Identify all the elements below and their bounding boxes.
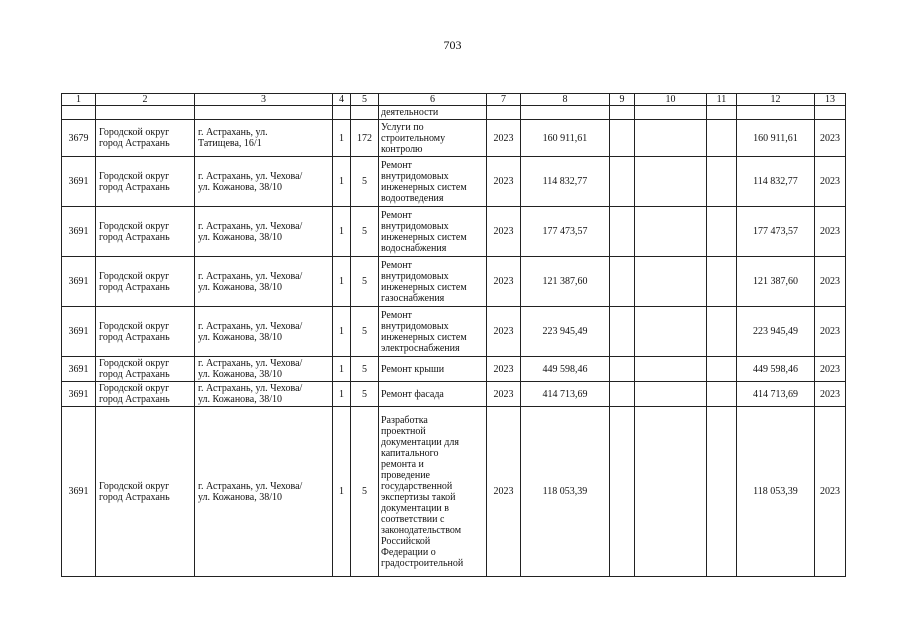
column-header: 2 <box>96 94 195 106</box>
address <box>195 157 333 207</box>
work-type-line: внутридомовых <box>381 320 449 332</box>
col-10-value <box>635 382 707 407</box>
address-line: ул. Кожанова, 38/10 <box>198 281 282 293</box>
address-line: ул. Кожанова, 38/10 <box>198 231 282 243</box>
column-header: 12 <box>737 94 815 106</box>
year-end: 2023 <box>815 382 846 407</box>
col-5-value: 5 <box>351 407 379 577</box>
amount: 449 598,46 <box>521 357 610 382</box>
col-4-value: 1 <box>333 257 351 307</box>
municipality-line: город Астрахань <box>99 331 170 343</box>
year: 2023 <box>487 407 521 577</box>
address <box>195 307 333 357</box>
amount-total: 414 713,69 <box>737 382 815 407</box>
col-4-value: 1 <box>333 120 351 157</box>
col-4-value: 1 <box>333 357 351 382</box>
record-number: 3691 <box>62 257 96 307</box>
work-type-line: проектной <box>381 425 426 437</box>
address <box>195 257 333 307</box>
col-5-value: 172 <box>351 120 379 157</box>
year-end: 2023 <box>815 207 846 257</box>
col-11-value <box>707 382 737 407</box>
address-line: ул. Кожанова, 38/10 <box>198 491 282 503</box>
work-type-line: документации в <box>381 502 449 514</box>
year-end: 2023 <box>815 120 846 157</box>
amount-total: 114 832,77 <box>737 157 815 207</box>
work-type-line: проведение <box>381 469 430 481</box>
municipality-line: город Астрахань <box>99 281 170 293</box>
col-11-value <box>707 157 737 207</box>
municipality-line: Городской округ <box>99 320 170 332</box>
table-row <box>62 157 846 207</box>
amount: 114 832,77 <box>521 157 610 207</box>
work-type-line: капитального <box>381 447 439 459</box>
work-type-line: водоотведения <box>381 192 444 204</box>
work-type-line: Федерации о <box>381 546 436 558</box>
municipality <box>96 407 195 577</box>
work-type-line: Разработка <box>381 414 428 426</box>
col-9-value <box>610 157 635 207</box>
table-row <box>62 357 846 382</box>
address <box>195 357 333 382</box>
work-type <box>379 407 487 577</box>
work-type-line: электроснабжения <box>381 342 460 354</box>
year-end: 2023 <box>815 407 846 577</box>
address-line: ул. Кожанова, 38/10 <box>198 331 282 343</box>
address-line: г. Астрахань, ул. Чехова/ <box>198 320 303 332</box>
col-4-value: 1 <box>333 157 351 207</box>
table-body <box>62 94 846 577</box>
work-type <box>379 207 487 257</box>
year: 2023 <box>487 307 521 357</box>
col-10-value <box>635 307 707 357</box>
amount: 160 911,61 <box>521 120 610 157</box>
table-row <box>62 382 846 407</box>
amount-total: 177 473,57 <box>737 207 815 257</box>
column-header: 10 <box>635 94 707 106</box>
municipality-line: Городской округ <box>99 127 170 138</box>
page-number: 703 <box>443 38 462 52</box>
address-line: г. Астрахань, ул. Чехова/ <box>198 383 303 394</box>
municipality-line: Городской округ <box>99 480 170 492</box>
amount: 223 945,49 <box>521 307 610 357</box>
column-header: 4 <box>333 94 351 106</box>
record-number: 3691 <box>62 157 96 207</box>
year-end: 2023 <box>815 257 846 307</box>
address-line: ул. Кожанова, 38/10 <box>198 181 282 193</box>
col-5-value: 5 <box>351 382 379 407</box>
amount-total: 118 053,39 <box>737 407 815 577</box>
work-type <box>379 157 487 207</box>
budget-table <box>61 93 846 577</box>
work-type-line: Российской <box>381 535 431 547</box>
municipality <box>96 257 195 307</box>
column-header: 11 <box>707 94 737 106</box>
col-5-value: 5 <box>351 207 379 257</box>
table-row <box>62 307 846 357</box>
col-5-value: 5 <box>351 357 379 382</box>
municipality-line: город Астрахань <box>99 138 170 149</box>
amount: 177 473,57 <box>521 207 610 257</box>
record-number: 3679 <box>62 120 96 157</box>
column-header: 5 <box>351 94 379 106</box>
col-11-value <box>707 407 737 577</box>
year: 2023 <box>487 120 521 157</box>
col-10-value <box>635 157 707 207</box>
municipality-line: город Астрахань <box>99 369 170 380</box>
amount: 121 387,60 <box>521 257 610 307</box>
municipality-line: Городской округ <box>99 358 170 369</box>
col-9-value <box>610 207 635 257</box>
work-type-line: документации для <box>381 436 459 448</box>
amount: 118 053,39 <box>521 407 610 577</box>
column-header: 6 <box>379 94 487 106</box>
work-type-line: внутридомовых <box>381 270 449 282</box>
column-header: 8 <box>521 94 610 106</box>
work-type-line: Услуги по <box>381 121 424 133</box>
col-10-value <box>635 120 707 157</box>
municipality <box>96 382 195 407</box>
work-type-line: Ремонт <box>381 209 412 221</box>
record-number: 3691 <box>62 357 96 382</box>
col-9-value <box>610 120 635 157</box>
col-9-value <box>610 407 635 577</box>
municipality-line: Городской округ <box>99 383 170 394</box>
address <box>195 382 333 407</box>
table-row <box>62 120 846 157</box>
column-header: 3 <box>195 94 333 106</box>
column-header: 1 <box>62 94 96 106</box>
amount-total: 121 387,60 <box>737 257 815 307</box>
col-11-value <box>707 307 737 357</box>
col-4-value: 1 <box>333 207 351 257</box>
year-end: 2023 <box>815 357 846 382</box>
header-row <box>62 94 846 106</box>
municipality-line: Городской округ <box>99 270 170 282</box>
col-5-value: 5 <box>351 157 379 207</box>
municipality <box>96 120 195 157</box>
column-header: 13 <box>815 94 846 106</box>
col-11-value <box>707 357 737 382</box>
col-9-value <box>610 307 635 357</box>
work-type-line: Ремонт фасада <box>381 388 444 400</box>
continuation-text: деятельности <box>379 106 487 120</box>
amount-total: 160 911,61 <box>737 120 815 157</box>
work-type-line: ремонта и <box>381 458 424 470</box>
col-5-value: 5 <box>351 257 379 307</box>
record-number: 3691 <box>62 307 96 357</box>
work-type-line: государственной <box>381 480 453 492</box>
work-type-line: законодательством <box>381 524 462 536</box>
col-10-value <box>635 207 707 257</box>
col-9-value <box>610 257 635 307</box>
amount-total: 449 598,46 <box>737 357 815 382</box>
record-number: 3691 <box>62 207 96 257</box>
work-type-line: экспертизы такой <box>381 491 456 503</box>
column-header: 9 <box>610 94 635 106</box>
continuation-row <box>62 106 846 120</box>
address <box>195 120 333 157</box>
col-4-value: 1 <box>333 382 351 407</box>
work-type <box>379 307 487 357</box>
col-11-value <box>707 257 737 307</box>
table-row <box>62 257 846 307</box>
address <box>195 207 333 257</box>
address-line: г. Астрахань, ул. <box>198 127 268 138</box>
work-type-line: внутридомовых <box>381 170 449 182</box>
address-line: Татищева, 16/1 <box>198 138 262 149</box>
work-type-line: инженерных систем <box>381 281 467 293</box>
address-line: г. Астрахань, ул. Чехова/ <box>198 270 303 282</box>
municipality <box>96 157 195 207</box>
municipality-line: город Астрахань <box>99 181 170 193</box>
work-type-line: газоснабжения <box>381 292 445 304</box>
work-type-line: Ремонт <box>381 159 412 171</box>
year: 2023 <box>487 382 521 407</box>
year-end: 2023 <box>815 307 846 357</box>
municipality-line: Городской округ <box>99 170 170 182</box>
municipality-line: Городской округ <box>99 220 170 232</box>
municipality-line: город Астрахань <box>99 394 170 405</box>
work-type-line: инженерных систем <box>381 181 467 193</box>
work-type-line: Ремонт <box>381 309 412 321</box>
col-10-value <box>635 257 707 307</box>
work-type-line: инженерных систем <box>381 331 467 343</box>
col-5-value: 5 <box>351 307 379 357</box>
amount: 414 713,69 <box>521 382 610 407</box>
column-header: 7 <box>487 94 521 106</box>
year-end: 2023 <box>815 157 846 207</box>
municipality-line: город Астрахань <box>99 231 170 243</box>
work-type-line: градостроительной <box>381 557 464 569</box>
work-type <box>379 382 487 407</box>
address-line: ул. Кожанова, 38/10 <box>198 394 282 405</box>
col-9-value <box>610 357 635 382</box>
col-10-value <box>635 407 707 577</box>
address-line: г. Астрахань, ул. Чехова/ <box>198 170 303 182</box>
year: 2023 <box>487 157 521 207</box>
municipality <box>96 357 195 382</box>
col-11-value <box>707 120 737 157</box>
record-number: 3691 <box>62 382 96 407</box>
table-row <box>62 407 846 577</box>
address <box>195 407 333 577</box>
work-type-line: строительному <box>381 132 446 144</box>
work-type <box>379 357 487 382</box>
work-type-line: Ремонт <box>381 259 412 271</box>
work-type-line: Ремонт крыши <box>381 363 445 375</box>
col-9-value <box>610 382 635 407</box>
col-10-value <box>635 357 707 382</box>
municipality <box>96 207 195 257</box>
address-line: ул. Кожанова, 38/10 <box>198 369 282 380</box>
col-4-value: 1 <box>333 307 351 357</box>
year: 2023 <box>487 357 521 382</box>
year: 2023 <box>487 207 521 257</box>
amount-total: 223 945,49 <box>737 307 815 357</box>
col-11-value <box>707 207 737 257</box>
work-type-line: контролю <box>381 143 423 155</box>
work-type-line: инженерных систем <box>381 231 467 243</box>
year: 2023 <box>487 257 521 307</box>
municipality-line: город Астрахань <box>99 491 170 503</box>
work-type-line: соответствии с <box>381 513 445 525</box>
address-line: г. Астрахань, ул. Чехова/ <box>198 480 303 492</box>
work-type-line: водоснабжения <box>381 242 447 254</box>
work-type-line: внутридомовых <box>381 220 449 232</box>
address-line: г. Астрахань, ул. Чехова/ <box>198 220 303 232</box>
address-line: г. Астрахань, ул. Чехова/ <box>198 358 303 369</box>
work-type <box>379 120 487 157</box>
col-4-value: 1 <box>333 407 351 577</box>
table-row <box>62 207 846 257</box>
record-number: 3691 <box>62 407 96 577</box>
work-type <box>379 257 487 307</box>
municipality <box>96 307 195 357</box>
